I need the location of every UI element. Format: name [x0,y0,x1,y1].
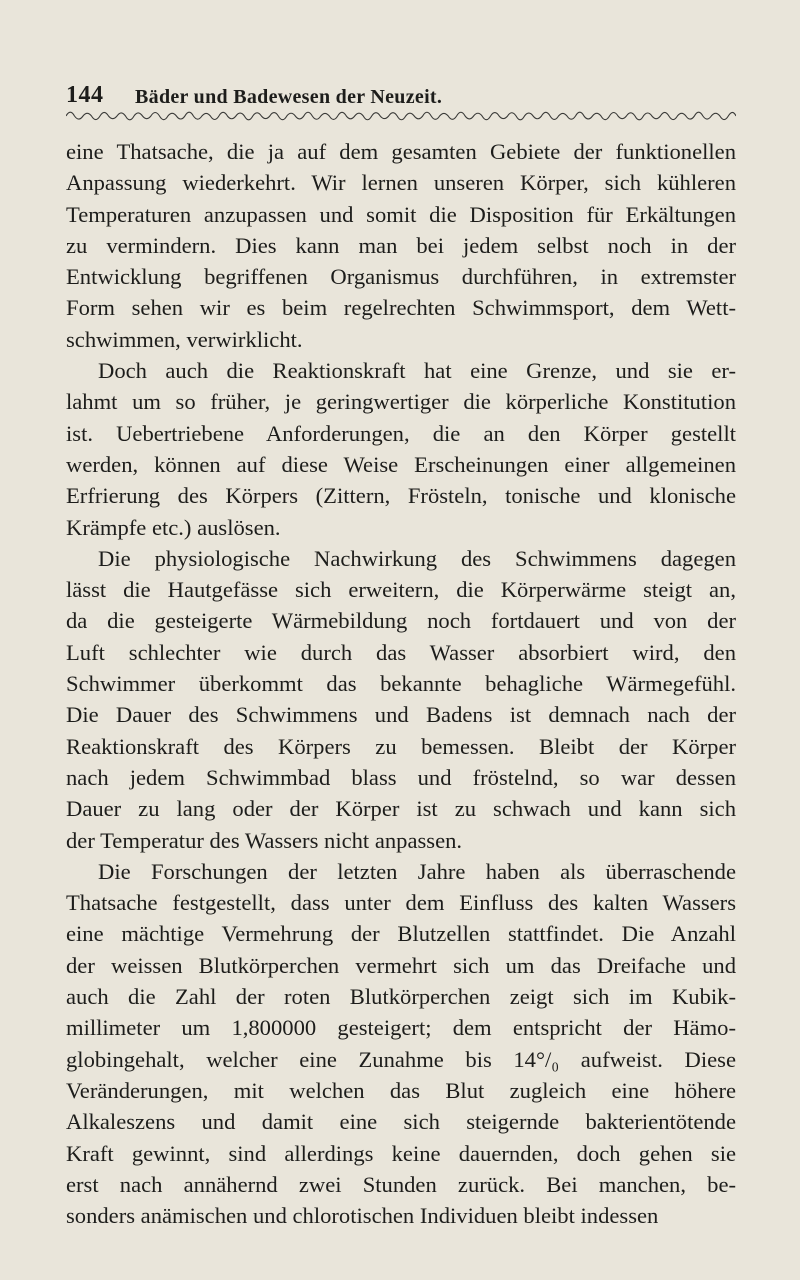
text-line: lahmt um so früher, je geringwertiger die körperliche Konstitution [66,389,736,415]
text-line: nach jedem Schwimmbad blass und fröstelnd, so war dessen [66,764,736,790]
text-line: Schwimmer überkommt das bekannte behagliche Wärmegefühl. [66,671,736,697]
text-line: Temperaturen anzupassen und somit die Disposition für Erkältungen [66,201,736,227]
text-line: Die physiologische Nachwirkung des Schwimmens dagegen [98,545,736,571]
paragraph [66,543,736,856]
text-line: eine Thatsache, die ja auf dem gesamten Gebiete der funktionellen [66,139,736,164]
text-line: der Temperatur des Wassers nicht anpassen. [66,827,463,853]
text-line: Doch auch die Reaktionskraft hat eine Grenze, und sie er- [98,358,736,384]
paragraph [66,136,736,355]
text-line: ist. Uebertriebene Anforderungen, die an den Körper gestellt [66,420,736,446]
text-line: auch die Zahl der roten Blutkörperchen zeigt sich im Kubik- [66,984,736,1010]
paragraph [66,856,736,1232]
text-line: Thatsache festgestellt, dass unter dem Einfluss des kalten Wassers [66,890,736,916]
text-line: Entwicklung begriffenen Organismus durchführen, in extremster [66,264,736,290]
text-line: erst nach annähernd zwei Stunden zurück. Bei manchen, be- [66,1171,736,1197]
text-line: lässt die Hautgefässe sich erweitern, die Körperwärme steigt an, [66,577,736,603]
text-line: Alkaleszens und damit eine sich steigernde bakterientötende [66,1109,736,1135]
wavy-rule [66,110,736,122]
text-line: Kraft gewinnt, sind allerdings keine dauernden, doch gehen sie [66,1140,736,1166]
text-line: Krämpfe etc.) auslösen. [66,514,281,540]
text-line: schwimmen, verwirklicht. [66,326,303,352]
page-number: 144 [66,82,104,108]
text-line: zu vermindern. Dies kann man bei jedem selbst noch in der [66,232,736,258]
text-line: Anpassung wiederkehrt. Wir lernen unseren Körper, sich kühleren [66,170,736,196]
text-line: Veränderungen, mit welchen das Blut zugleich eine höhere [66,1077,736,1103]
text-line: Reaktionskraft des Körpers zu bemessen. Bleibt der Körper [66,733,736,759]
text-line: Dauer zu lang oder der Körper ist zu schwach und kann sich [66,796,736,822]
paragraph [66,355,736,543]
text-line: eine mächtige Vermehrung der Blutzellen stattfindet. Die Anzahl [66,921,736,947]
text-line: Die Dauer des Schwimmens und Badens ist demnach nach der [66,702,736,728]
running-title: Bäder und Badewesen der Neuzeit. [135,86,443,108]
text-line: werden, können auf diese Weise Erscheinungen einer allgemeinen [66,451,736,477]
text-line: der weissen Blutkörperchen vermehrt sich um das Dreifache und [66,952,736,978]
text-line: millimeter um 1,800000 gesteigert; dem entspricht der Hämo- [66,1015,736,1041]
text-line: sonders anämischen und chlorotischen Individuen bleibt indessen [66,1203,659,1229]
text-line: Erfrierung des Körpers (Zittern, Frösteln, tonische und klonische [66,483,736,509]
body-text [66,136,736,1231]
running-head [66,82,736,112]
text-line: Luft schlechter wie durch das Wasser absorbiert wird, den [66,639,736,665]
text-line: da die gesteigerte Wärmebildung noch fortdauert und von der [66,608,736,634]
text-line: Die Forschungen der letzten Jahre haben als überraschende [98,858,736,884]
text-line: globingehalt, welcher eine Zunahme bis 14°/₀ aufweist. Diese [66,1046,736,1072]
text-line: Form sehen wir es beim regelrechten Schwimmsport, dem Wett- [66,295,736,321]
